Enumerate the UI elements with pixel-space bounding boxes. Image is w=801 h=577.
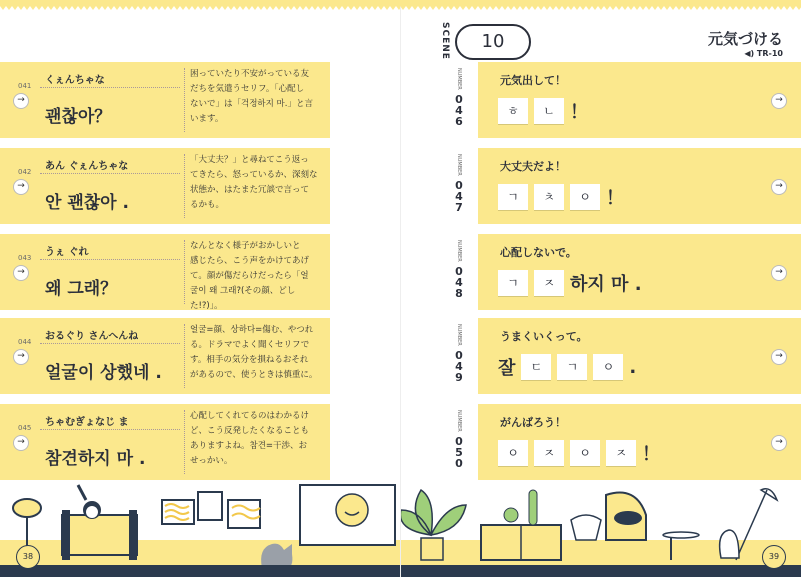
korean-phrase: 왜 그래？ bbox=[45, 279, 118, 299]
korean-word: 잘 bbox=[498, 358, 516, 379]
number-label: NUMBER bbox=[456, 154, 462, 176]
number-digit: 4 bbox=[455, 275, 463, 289]
dotted-divider bbox=[40, 429, 180, 430]
note-line: て。顔が傷だらけだったら「얼 bbox=[190, 271, 309, 281]
phrase-reading: あん ぐぇんちゃな bbox=[45, 161, 129, 172]
note-line: 「大丈夫？」と尋ねてこう返っ bbox=[190, 155, 309, 165]
phrase-reading: くぇんちゃな bbox=[45, 75, 105, 86]
audio-arrow-icon[interactable]: → bbox=[771, 93, 787, 109]
phrase-number: 043 bbox=[18, 254, 32, 262]
phrase-reading: おるぐり さんへんね bbox=[45, 331, 139, 342]
scene-title: 元気づける bbox=[707, 30, 783, 48]
audio-arrow-icon[interactable]: → bbox=[13, 265, 29, 281]
phrase-number: 044 bbox=[18, 338, 32, 346]
korean-tail: 하지 마 . bbox=[570, 274, 642, 295]
note-line: 心配してくれてるのはわかるけ bbox=[190, 411, 310, 421]
dotted-vertical-divider bbox=[184, 68, 185, 132]
dotted-vertical-divider bbox=[184, 240, 185, 304]
note-line: せっかい。 bbox=[190, 456, 233, 466]
japanese-prompt: 大丈夫だよ！ bbox=[500, 160, 566, 173]
phrase-card bbox=[0, 148, 330, 224]
korean-phrase: 참견하지 마 . bbox=[45, 449, 146, 469]
scene-label: SCENE bbox=[440, 22, 450, 60]
audio-arrow-icon[interactable]: → bbox=[13, 435, 29, 451]
audio-arrow-icon[interactable]: → bbox=[771, 265, 787, 281]
hint-box[interactable]: ㅇ bbox=[570, 440, 600, 466]
note-line: があるので、使うときは慎重に。 bbox=[190, 370, 318, 380]
hint-box[interactable]: ㅈ bbox=[606, 440, 636, 466]
number-digit: 0 bbox=[455, 456, 463, 470]
dotted-vertical-divider bbox=[184, 154, 185, 218]
phrase-note bbox=[190, 239, 328, 314]
top-zigzag-border-right bbox=[400, 0, 801, 10]
number-digit: 8 bbox=[455, 286, 463, 300]
entry-number bbox=[452, 410, 466, 469]
quiz-card bbox=[478, 318, 801, 394]
audio-arrow-icon[interactable]: → bbox=[13, 349, 29, 365]
hint-box[interactable]: ㅇ bbox=[570, 184, 600, 210]
number-label: NUMBER bbox=[456, 324, 462, 346]
phrase-card bbox=[0, 318, 330, 394]
hint-box[interactable]: ㄱ bbox=[498, 184, 528, 210]
number-digit: 5 bbox=[455, 445, 463, 459]
entry-number bbox=[452, 154, 466, 213]
note-line: 굴이 왜 그래?(その顔、どし bbox=[190, 286, 296, 296]
quiz-card bbox=[478, 148, 801, 224]
hint-box[interactable]: ㅊ bbox=[534, 184, 564, 210]
answer-row bbox=[498, 440, 666, 466]
japanese-prompt: 元気出して！ bbox=[500, 74, 566, 87]
note-line: てきたら、怒っているか、深刻な bbox=[190, 170, 318, 180]
note-line: す。相手の気分を損ねるおそれ bbox=[190, 355, 309, 365]
entry-number bbox=[452, 68, 466, 127]
number-digit: 0 bbox=[455, 92, 463, 106]
hint-box[interactable]: ㅇ bbox=[498, 440, 528, 466]
number-label: NUMBER bbox=[456, 68, 462, 90]
quiz-card bbox=[478, 404, 801, 480]
note-line: る。ドラマでよく聞くセリフで bbox=[190, 340, 310, 350]
phrase-number: 045 bbox=[18, 424, 32, 432]
note-line: なんとなく様子がおかしいと bbox=[190, 241, 301, 251]
number-label: NUMBER bbox=[456, 410, 462, 432]
korean-tail: ！ bbox=[642, 444, 660, 465]
page-number-right: 39 bbox=[762, 545, 786, 569]
phrase-note bbox=[190, 409, 328, 469]
japanese-prompt: 心配しないで。 bbox=[500, 246, 577, 259]
number-digit: 0 bbox=[455, 348, 463, 362]
audio-arrow-icon[interactable]: → bbox=[771, 349, 787, 365]
japanese-prompt: がんばろう！ bbox=[500, 416, 566, 429]
korean-phrase: 괜찮아？ bbox=[45, 107, 112, 127]
phrase-number: 041 bbox=[18, 82, 32, 90]
answer-row bbox=[498, 270, 648, 296]
korean-phrase: 안 괜찮아 . bbox=[45, 193, 129, 213]
number-digit: 0 bbox=[455, 434, 463, 448]
note-line: るかも。 bbox=[190, 200, 225, 210]
note-line: 状態か、はたまた冗談で言って bbox=[190, 185, 310, 195]
living-room-illustration bbox=[401, 480, 801, 577]
audio-arrow-icon[interactable]: → bbox=[771, 435, 787, 451]
korean-tail: . bbox=[629, 356, 637, 378]
dotted-divider bbox=[40, 343, 180, 344]
note-line: だちを気遣うセリフ。「心配し bbox=[190, 84, 305, 94]
hint-box[interactable]: ㅇ bbox=[593, 354, 623, 380]
scene-number: 10 bbox=[455, 24, 531, 60]
page-number-left: 38 bbox=[16, 545, 40, 569]
hint-box[interactable]: ㄷ bbox=[521, 354, 551, 380]
phrase-reading: うぇ ぐれ bbox=[45, 247, 89, 258]
answer-row bbox=[498, 354, 642, 380]
number-digit: 0 bbox=[455, 264, 463, 278]
phrase-card bbox=[0, 234, 330, 310]
phrase-note bbox=[190, 153, 328, 213]
phrase-number: 042 bbox=[18, 168, 32, 176]
dotted-divider bbox=[40, 259, 180, 260]
dotted-divider bbox=[40, 87, 180, 88]
audio-arrow-icon[interactable]: → bbox=[13, 179, 29, 195]
japanese-prompt: うまくいくって。 bbox=[500, 330, 588, 343]
phrase-card bbox=[0, 62, 330, 138]
phrase-reading: ちゃむぎょなじ ま bbox=[45, 417, 129, 428]
audio-arrow-icon[interactable]: → bbox=[13, 93, 29, 109]
dotted-vertical-divider bbox=[184, 324, 185, 388]
bedroom-illustration bbox=[0, 480, 400, 577]
dotted-vertical-divider bbox=[184, 410, 185, 474]
number-digit: 4 bbox=[455, 103, 463, 117]
phrase-note bbox=[190, 323, 328, 383]
audio-track-label[interactable]: ◀) TR-10 bbox=[744, 49, 783, 58]
note-line: た!?)」。 bbox=[190, 301, 223, 311]
note-line: います。 bbox=[190, 114, 224, 124]
entry-number bbox=[452, 240, 466, 299]
phrase-card bbox=[0, 404, 330, 480]
note-line: 얼굴=顔、상하다=傷む、やつれ bbox=[190, 325, 314, 335]
note-line: ど、こう反発したくなることも bbox=[190, 426, 310, 436]
hint-box[interactable]: ㅈ bbox=[534, 440, 564, 466]
korean-phrase: 얼굴이 상했네 . bbox=[45, 363, 162, 383]
phrase-note bbox=[190, 67, 328, 127]
note-line: 困っていたり不安がっている友 bbox=[190, 69, 310, 79]
number-digit: 7 bbox=[455, 200, 463, 214]
audio-arrow-icon[interactable]: → bbox=[771, 179, 787, 195]
note-line: ないで」は「걱정하지 마.」と言 bbox=[190, 99, 313, 109]
note-line: ありますよね。참견=干渉、お bbox=[190, 441, 308, 451]
dotted-divider bbox=[40, 173, 180, 174]
korean-tail: ！ bbox=[570, 102, 588, 123]
number-digit: 4 bbox=[455, 359, 463, 373]
number-digit: 0 bbox=[455, 178, 463, 192]
hint-box[interactable]: ㅎ bbox=[498, 98, 528, 124]
entry-number bbox=[452, 324, 466, 383]
answer-row bbox=[498, 184, 630, 210]
answer-row bbox=[498, 98, 594, 124]
number-label: NUMBER bbox=[456, 240, 462, 262]
number-digit: 4 bbox=[455, 189, 463, 203]
korean-tail: ！ bbox=[606, 188, 624, 209]
quiz-card bbox=[478, 234, 801, 310]
hint-box[interactable]: ㄱ bbox=[557, 354, 587, 380]
note-line: 感じたら、こう声をかけてあげ bbox=[190, 256, 310, 266]
number-digit: 6 bbox=[455, 114, 463, 128]
top-zigzag-border bbox=[0, 0, 400, 10]
number-digit: 9 bbox=[455, 370, 463, 384]
hint-box[interactable]: ㄴ bbox=[534, 98, 564, 124]
hint-box[interactable]: ㅈ bbox=[534, 270, 564, 296]
hint-box[interactable]: ㄱ bbox=[498, 270, 528, 296]
quiz-card bbox=[478, 62, 801, 138]
